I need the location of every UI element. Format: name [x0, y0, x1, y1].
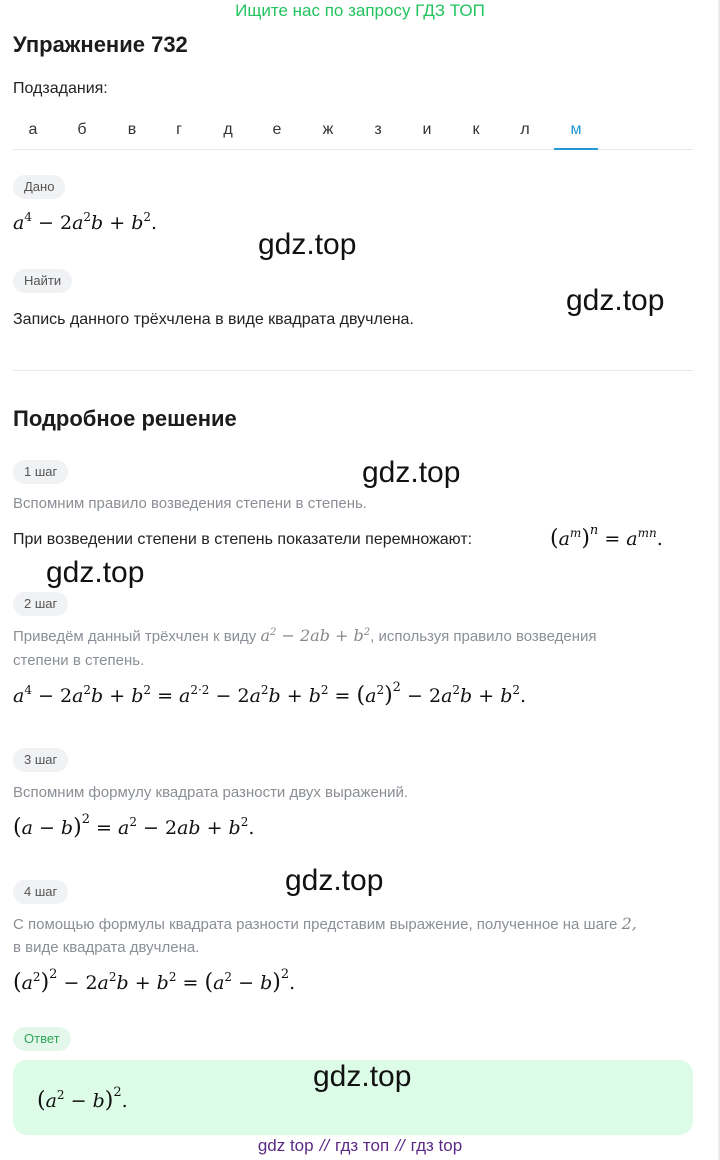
tab-a[interactable]: а: [28, 121, 38, 138]
step-1-hint: Вспомним правило возведения степени в степень.: [13, 495, 367, 512]
watermark: gdz.top: [46, 556, 145, 589]
tab-l[interactable]: л: [520, 121, 530, 138]
step-4-badge: 4 шаг: [13, 880, 68, 904]
step-4-hint: С помощью формулы квадрата разности представим выражение, полученное на шаге 2,: [13, 914, 637, 933]
tab-b[interactable]: б: [77, 121, 87, 138]
footer-separator: //: [319, 1136, 330, 1155]
footer-link-gdz-top-mixed[interactable]: гдз top: [410, 1136, 463, 1155]
watermark: gdz.top: [566, 284, 665, 317]
footer-links: [0, 1135, 720, 1157]
footer-link-gdz-top[interactable]: gdz top: [257, 1136, 314, 1155]
step-2-hint: Приведём данный трёхчлен к виду $a^2 - 2ab + b^2$, используя правило возведения: [13, 626, 597, 645]
watermark: gdz.top: [362, 456, 461, 489]
step-2-formula: $a^4 - 2a^2b + b^2 = a^{2\cdot 2} - 2a^2b + b^2 = (a^2)^2 - 2a^2b + b^2$.: [13, 680, 527, 708]
answer-badge: Ответ: [13, 1027, 71, 1051]
given-expression: $a^4 - 2a^2b + b^2$.: [13, 210, 158, 234]
step-1-text: При возведении степени в степень показатели перемножают:: [13, 531, 473, 548]
tab-g[interactable]: г: [176, 121, 182, 138]
tab-z[interactable]: з: [374, 121, 382, 138]
given-badge: Дано: [13, 175, 65, 199]
step-4-hint-line2: в виде квадрата двучлена.: [13, 939, 200, 956]
step-4-formula: $(a^2)^2 - 2a^2b + b^2 = (a^2 - b)^2$.: [13, 967, 296, 995]
solution-title: Подробное решение: [13, 406, 237, 431]
footer-separator: //: [395, 1136, 405, 1155]
subtasks-label: Подзадания:: [13, 80, 108, 97]
tab-zh[interactable]: ж: [322, 121, 334, 138]
tab-m[interactable]: м: [554, 112, 598, 150]
step-3-hint: Вспомним формулу квадрата разности двух выражений.: [13, 784, 409, 801]
tab-d[interactable]: д: [223, 121, 233, 138]
divider: [13, 370, 693, 371]
step-2-badge: 2 шаг: [13, 592, 68, 616]
watermark: gdz.top: [285, 864, 384, 897]
watermark: gdz.top: [258, 228, 357, 261]
tab-v[interactable]: в: [127, 121, 137, 138]
subtask-tabs: [13, 112, 693, 150]
step-3-formula: $(a - b)^2 = a^2 - 2ab + b^2$.: [13, 812, 255, 840]
step-2-hint-line2: степени в степень.: [13, 652, 145, 669]
footer-link-gdz-top-ru[interactable]: гдз топ: [335, 1136, 390, 1155]
tab-i[interactable]: и: [422, 121, 432, 138]
step-3-badge: 3 шаг: [13, 748, 68, 772]
step-1-formula: $(a^m)^n = a^{mn}$.: [550, 523, 663, 551]
step-1-badge: 1 шаг: [13, 460, 68, 484]
page-title: Упражнение 732: [13, 32, 188, 57]
find-text: Запись данного трёхчлена в виде квадрата двучлена.: [13, 311, 414, 328]
top-banner: Ищите нас по запросу ГДЗ ТОП: [235, 1, 485, 20]
watermark: gdz.top: [313, 1060, 412, 1093]
tab-e[interactable]: е: [272, 121, 282, 138]
find-badge: Найти: [13, 269, 72, 293]
answer-formula: $(a^2 - b)^2$.: [37, 1085, 128, 1113]
tab-k[interactable]: к: [472, 121, 480, 138]
